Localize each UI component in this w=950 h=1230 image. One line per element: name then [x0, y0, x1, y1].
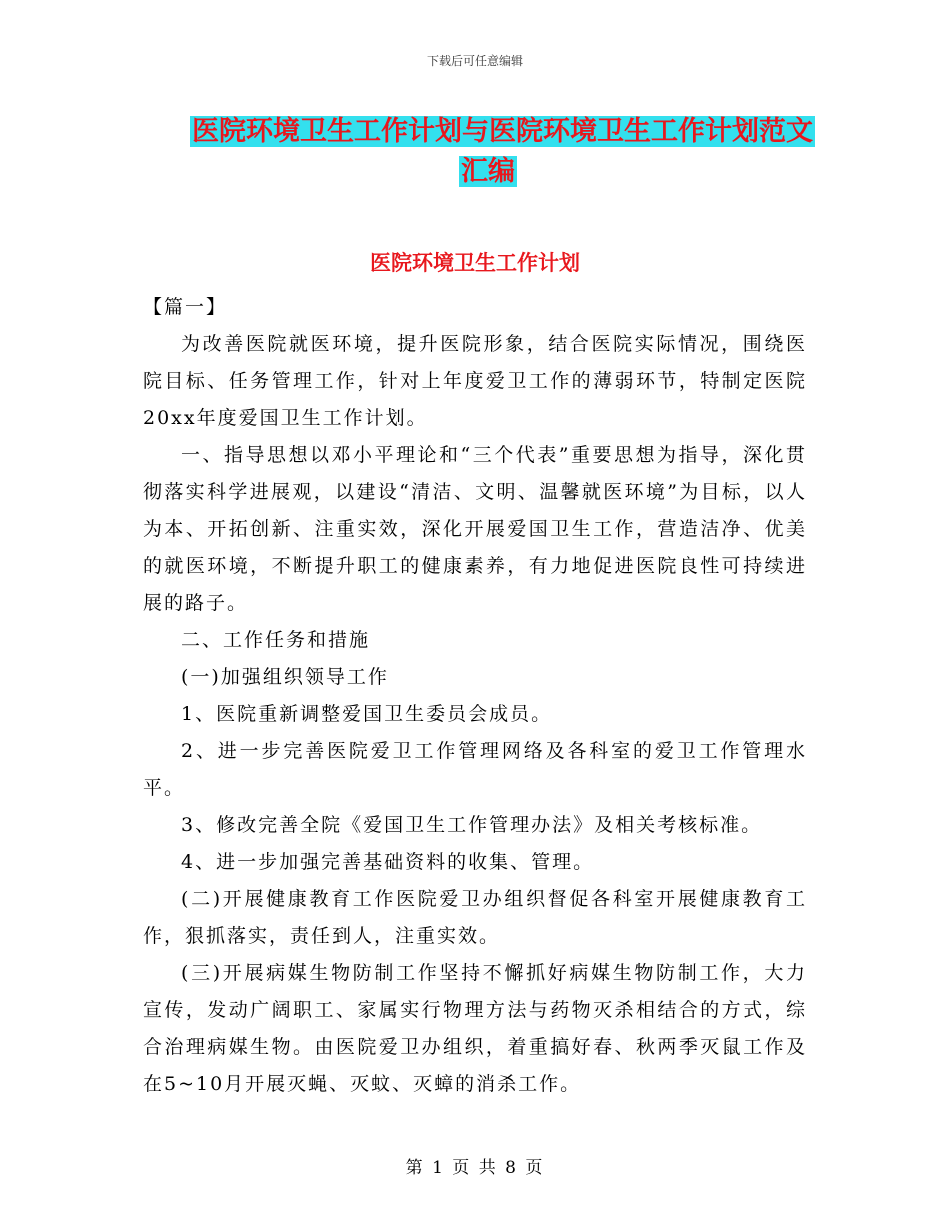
document-main-title: [190, 112, 813, 192]
paragraph-item-1: 1、医院重新调整爱国卫生委员会成员。: [181, 703, 553, 725]
document-body: [143, 289, 807, 1103]
document-subtitle: 医院环境卫生工作计划: [370, 251, 580, 275]
page-header-note: 下载后可任意编辑: [426, 54, 523, 68]
paragraph-health-education: (二)开展健康教育工作医院爱卫办组织督促各科室开展健康教育工作，狠抓落实，责任到人，注重实效。: [143, 888, 807, 947]
paragraph-item-4: 4、进一步加强完善基础资料的收集、管理。: [181, 851, 595, 873]
paragraph-subheading-leadership: (一)加强组织领导工作: [181, 666, 389, 688]
paragraph-tasks-heading: 二、工作任务和措施: [181, 629, 371, 651]
paragraph-item-3: 3、修改完善全院《爱国卫生工作管理办法》及相关考核标准。: [181, 814, 763, 836]
paragraph-item-2: 2、进一步完善医院爱卫工作管理网络及各科室的爱卫工作管理水平。: [143, 740, 807, 799]
paragraph-vector-control: (三)开展病媒生物防制工作坚持不懈抓好病媒生物防制工作，大力宣传，发动广阔职工、家属实行物理方法与药物灭杀相结合的方式，综合治理病媒生物。由医院爱卫办组织，着重搞好春、秋两季灭鼠工作及在5~10月开展灭蝇、灭蚊、灭蟑的消杀工作。: [143, 962, 807, 1095]
paragraph-guiding-ideology: 一、指导思想以邓小平理论和“三个代表”重要思想为指导，深化贯彻落实科学进展观，以建设“清洁、文明、温馨就医环境”为目标，以人为本、开拓创新、注重实效，深化开展爱国卫生工作，营造洁净、优美的就医环境，不断提升职工的健康素养，有力地促进医院良性可持续进展的路子。: [143, 444, 807, 614]
main-title-line-2: 汇编: [461, 156, 515, 187]
paragraph-intro: 为改善医院就医环境，提升医院形象，结合医院实际情况，围绕医院目标、任务管理工作，针对上年度爱卫工作的薄弱环节，特制定医院20xx年度爱国卫生工作计划。: [143, 333, 807, 429]
section-label: 【篇一】: [143, 296, 228, 318]
main-title-line-1: 医院环境卫生工作计划与医院环境卫生工作计划范文: [192, 116, 813, 147]
page-number-indicator: 第 1 页 共 8 页: [405, 1158, 545, 1178]
